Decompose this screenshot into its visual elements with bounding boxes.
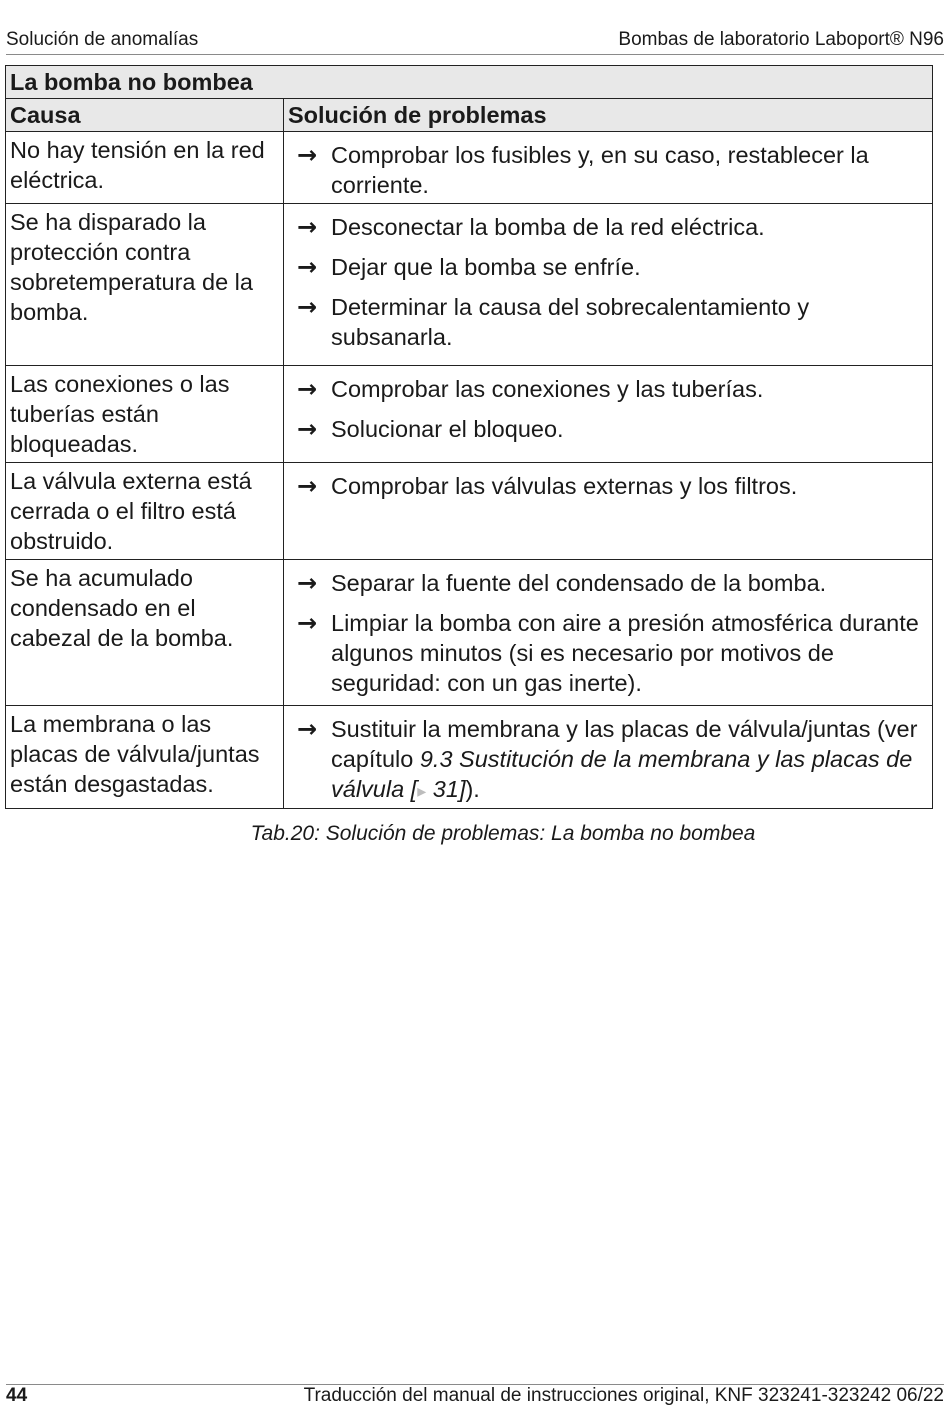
arrow-icon: → — [297, 472, 318, 500]
arrow-icon: → — [297, 213, 318, 241]
table-caption: Tab.20: Solución de problemas: La bomba no bombea — [250, 822, 756, 845]
footer-document-info: Traducción del manual de instrucciones original, KNF 323241-323242 06/22 — [303, 1385, 944, 1406]
header-section-title: Solución de anomalías — [6, 29, 199, 50]
solution-cell — [284, 204, 933, 366]
table-row — [6, 706, 933, 809]
cause-cell: La válvula externa está cerrada o el filtro está obstruido. — [6, 463, 284, 560]
solution-step: → Dejar que la bomba se enfríe. — [297, 253, 641, 281]
column-header-solution: Solución de problemas — [284, 99, 933, 132]
solution-step: → Limpiar la bomba con aire a presión atmosférica durante algunos minutos (si es necesario por motivos de seguridad: con un gas inerte). — [297, 609, 919, 696]
page-footer — [6, 1384, 944, 1407]
header-document-title: Bombas de laboratorio Laboport® N96 — [618, 29, 944, 50]
solution-step: → Determinar la causa del sobrecalentamiento y subsanarla. — [297, 293, 810, 350]
solution-step: → Comprobar las conexiones y las tuberías. — [297, 375, 764, 403]
cause-cell: La membrana o las placas de válvula/juntas están desgastadas. — [6, 706, 284, 809]
cause-cell: Se ha acumulado condensado en el cabezal de la bomba. — [6, 560, 284, 706]
table-row — [6, 132, 933, 204]
solution-step: → Separar la fuente del condensado de la bomba. — [297, 569, 827, 597]
table-title: La bomba no bombea — [6, 66, 933, 99]
page-number: 44 — [6, 1385, 28, 1406]
cause-cell: No hay tensión en la red eléctrica. — [6, 132, 284, 204]
solution-cell — [284, 132, 933, 204]
table-row — [6, 204, 933, 366]
solution-step: → Comprobar los fusibles y, en su caso, restablecer la corriente. — [297, 141, 869, 198]
solution-step: → Sustituir la membrana y las placas de válvula/juntas (ver capítulo 9.3 Sustitución de la membrana y las placas de válvula [▸ 31]). — [297, 715, 918, 802]
troubleshooting-table — [5, 65, 933, 809]
arrow-icon: → — [297, 293, 318, 321]
solution-cell — [284, 560, 933, 706]
arrow-icon: → — [297, 609, 318, 637]
table-row — [6, 560, 933, 706]
arrow-icon: → — [297, 141, 318, 169]
arrow-icon: → — [297, 375, 318, 403]
solution-step: → Solucionar el bloqueo. — [297, 415, 564, 443]
solution-step: → Desconectar la bomba de la red eléctrica. — [297, 213, 765, 241]
page-reference-triangle-icon: ▸ — [417, 781, 427, 801]
cause-cell: Se ha disparado la protección contra sobretemperatura de la bomba. — [6, 204, 284, 366]
cause-cell: Las conexiones o las tuberías están bloqueadas. — [6, 366, 284, 463]
arrow-icon: → — [297, 253, 318, 281]
solution-step: → Comprobar las válvulas externas y los filtros. — [297, 472, 798, 500]
table-row — [6, 366, 933, 463]
page-header — [6, 26, 944, 55]
solution-cell — [284, 366, 933, 463]
column-header-cause: Causa — [6, 99, 284, 132]
table-row — [6, 463, 933, 560]
solution-cell — [284, 463, 933, 560]
chapter-link[interactable]: 9.3 Sustitución de la membrana y las placas de válvula [▸ 31] — [331, 746, 913, 802]
arrow-icon: → — [297, 715, 318, 743]
arrow-icon: → — [297, 415, 318, 443]
solution-cell — [284, 706, 933, 809]
arrow-icon: → — [297, 569, 318, 597]
